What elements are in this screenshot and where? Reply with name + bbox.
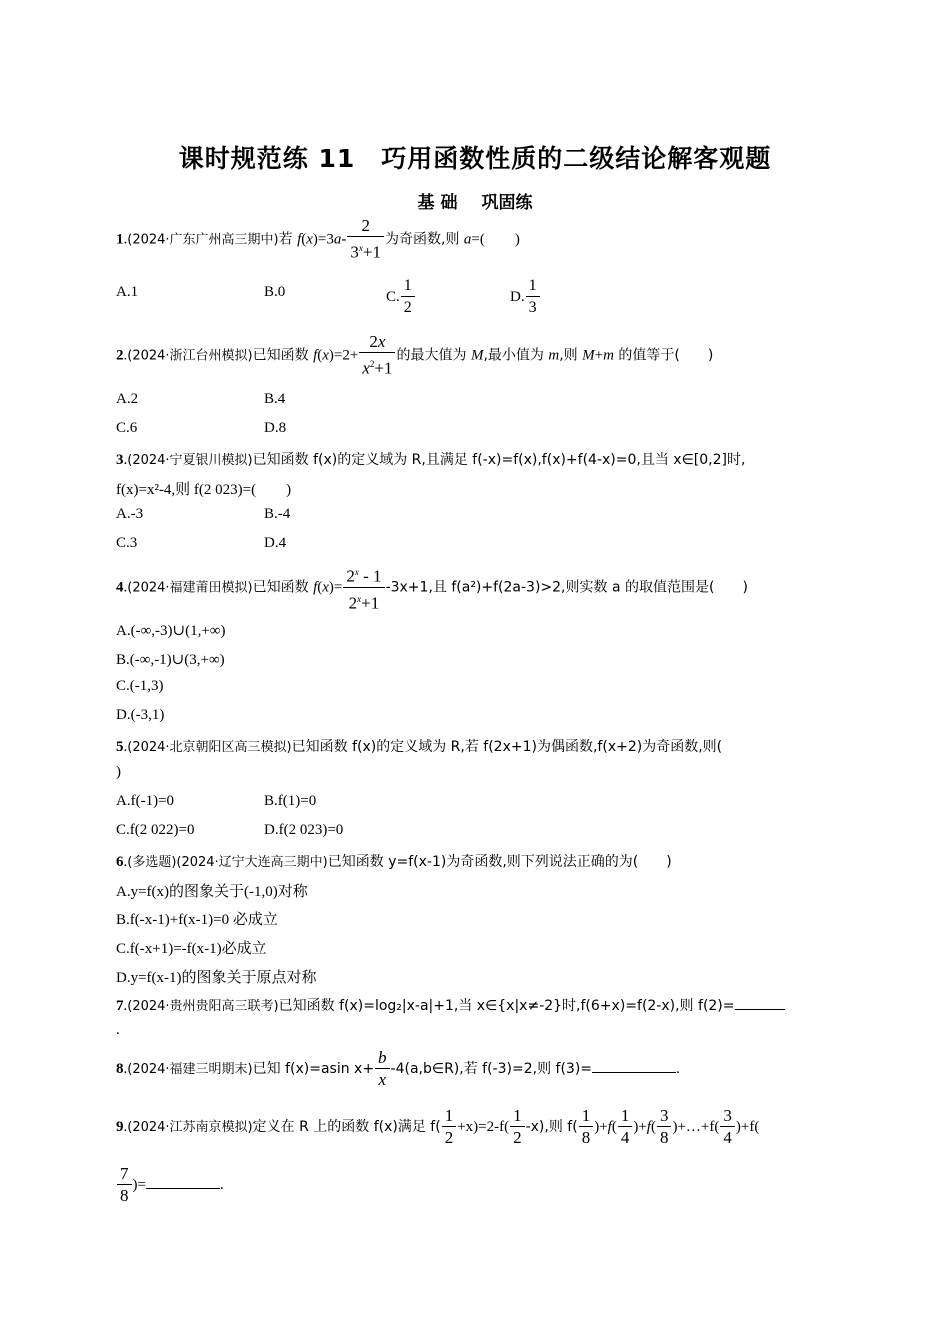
question-5-line-2: )	[116, 764, 121, 780]
q7-answer-blank[interactable]	[735, 995, 785, 1010]
q4-option-b[interactable]: B.(-∞,-1)∪(3,+∞)	[116, 652, 225, 668]
q1-option-c[interactable]: C. $\frac{1}{2}$	[386, 276, 416, 319]
q8-fraction: $\frac{b}{x}$	[375, 1048, 390, 1091]
q8-answer-blank[interactable]	[592, 1058, 676, 1073]
question-8: 8.(2024·福建三明期末)已知 f(x)=asin x+ $\frac{b}{x}$ -4(a,b∈R),若 f(-3)=2,则 f(3)= .	[116, 1048, 680, 1089]
question-7: 7.(2024·贵州贵阳高三联考)已知函数 f(x)=log₂|x-a|+1,当 x∈{x|x≠-2}时,f(6+x)=f(2-x),则 f(2)=	[116, 995, 785, 1015]
q5-option-b[interactable]: B.f(1)=0	[264, 793, 317, 809]
q3-option-c[interactable]: C.3	[116, 535, 138, 551]
question-9: 9.(2024·江苏南京模拟)定义在 R 上的函数 f(x)满足 f( $\frac{1}{2}$ +x)=2-f( $\frac{1}{2}$ -x),则 f( $\frac{1}{8}$ )+f( $\frac{1}{4}$ )+f( $\frac{3}{8}$ )+…+f( $\frac{3}{4}$ )+f(	[116, 1106, 760, 1147]
question-2: 2.(2024·浙江台州模拟)已知函数 f(x)=2+ $\frac{2x}{x^2+1}$ 的最大值为 M,最小值为 m,则 M+m 的值等于( )	[116, 332, 714, 378]
q2-fraction: $\frac{2x}{x^2+1}$	[359, 332, 395, 380]
question-4: 4.(2024·福建莆田模拟)已知函数 f(x)= $\frac{2^x - 1}{2^x+1}$ -3x+1,且 f(a²)+f(2a-3)>2,则实数 a 的取值范围是( )	[116, 562, 748, 614]
q9-answer-blank[interactable]	[146, 1174, 220, 1189]
q2-option-a[interactable]: A.2	[116, 391, 139, 407]
question-3-line-2: f(x)=x²-4,则 f(2 023)=( )	[116, 482, 292, 498]
question-1: 1.(2024·广东广州高三期中)若 f(x)=3a- $\frac{2}{3^x+1}$ 为奇函数,则 a=( )	[116, 216, 520, 262]
q5-option-c[interactable]: C.f(2 022)=0	[116, 822, 195, 838]
q3-option-d[interactable]: D.4	[264, 535, 287, 551]
q2-option-d[interactable]: D.8	[264, 420, 287, 436]
q1-option-d[interactable]: D. $\frac{1}{3}$	[510, 276, 541, 319]
q3-option-a[interactable]: A.-3	[116, 506, 144, 522]
page-title: 课时规范练 11 巧用函数性质的二级结论解客观题	[178, 144, 772, 173]
q4-option-a[interactable]: A.(-∞,-3)∪(1,+∞)	[116, 623, 226, 639]
q5-option-d[interactable]: D.f(2 023)=0	[264, 822, 344, 838]
q1-option-a[interactable]: A.1	[116, 284, 139, 300]
q6-option-c[interactable]: C.f(-x+1)=-f(x-1)必成立	[116, 941, 267, 957]
question-6: 6.(多选题)(2024·辽宁大连高三期中)已知函数 y=f(x-1)为奇函数,则下列说法正确的为( )	[116, 854, 672, 870]
q2-option-c[interactable]: C.6	[116, 420, 138, 436]
q6-option-d[interactable]: D.y=f(x-1)的图象关于原点对称	[116, 970, 317, 986]
question-9-line-2: $\frac{7}{8}$ )= .	[116, 1164, 224, 1207]
q3-option-b[interactable]: B.-4	[264, 506, 291, 522]
q2-option-b[interactable]: B.4	[264, 391, 286, 407]
question-7-line-2: .	[116, 1022, 120, 1038]
section-subtitle: 基 础 巩固练	[417, 193, 533, 213]
q5-option-a[interactable]: A.f(-1)=0	[116, 793, 175, 809]
q6-option-a[interactable]: A.y=f(x)的图象关于(-1,0)对称	[116, 884, 308, 900]
q1-fraction: $\frac{2}{3^x+1}$	[347, 216, 384, 264]
q4-option-c[interactable]: C.(-1,3)	[116, 678, 164, 694]
q4-option-d[interactable]: D.(-3,1)	[116, 707, 165, 723]
q1-option-b[interactable]: B.0	[264, 284, 286, 300]
question-3: 3.(2024·宁夏银川模拟)已知函数 f(x)的定义域为 R,且满足 f(-x)=f(x),f(x)+f(4-x)=0,且当 x∈[0,2]时,	[116, 452, 746, 468]
q6-option-b[interactable]: B.f(-x-1)+f(x-1)=0 必成立	[116, 912, 278, 928]
q4-fraction: $\frac{2^x - 1}{2^x+1}$	[343, 562, 384, 614]
question-5: 5.(2024·北京朝阳区高三模拟)已知函数 f(x)的定义域为 R,若 f(2x+1)为偶函数,f(x+2)为奇函数,则(	[116, 739, 723, 755]
